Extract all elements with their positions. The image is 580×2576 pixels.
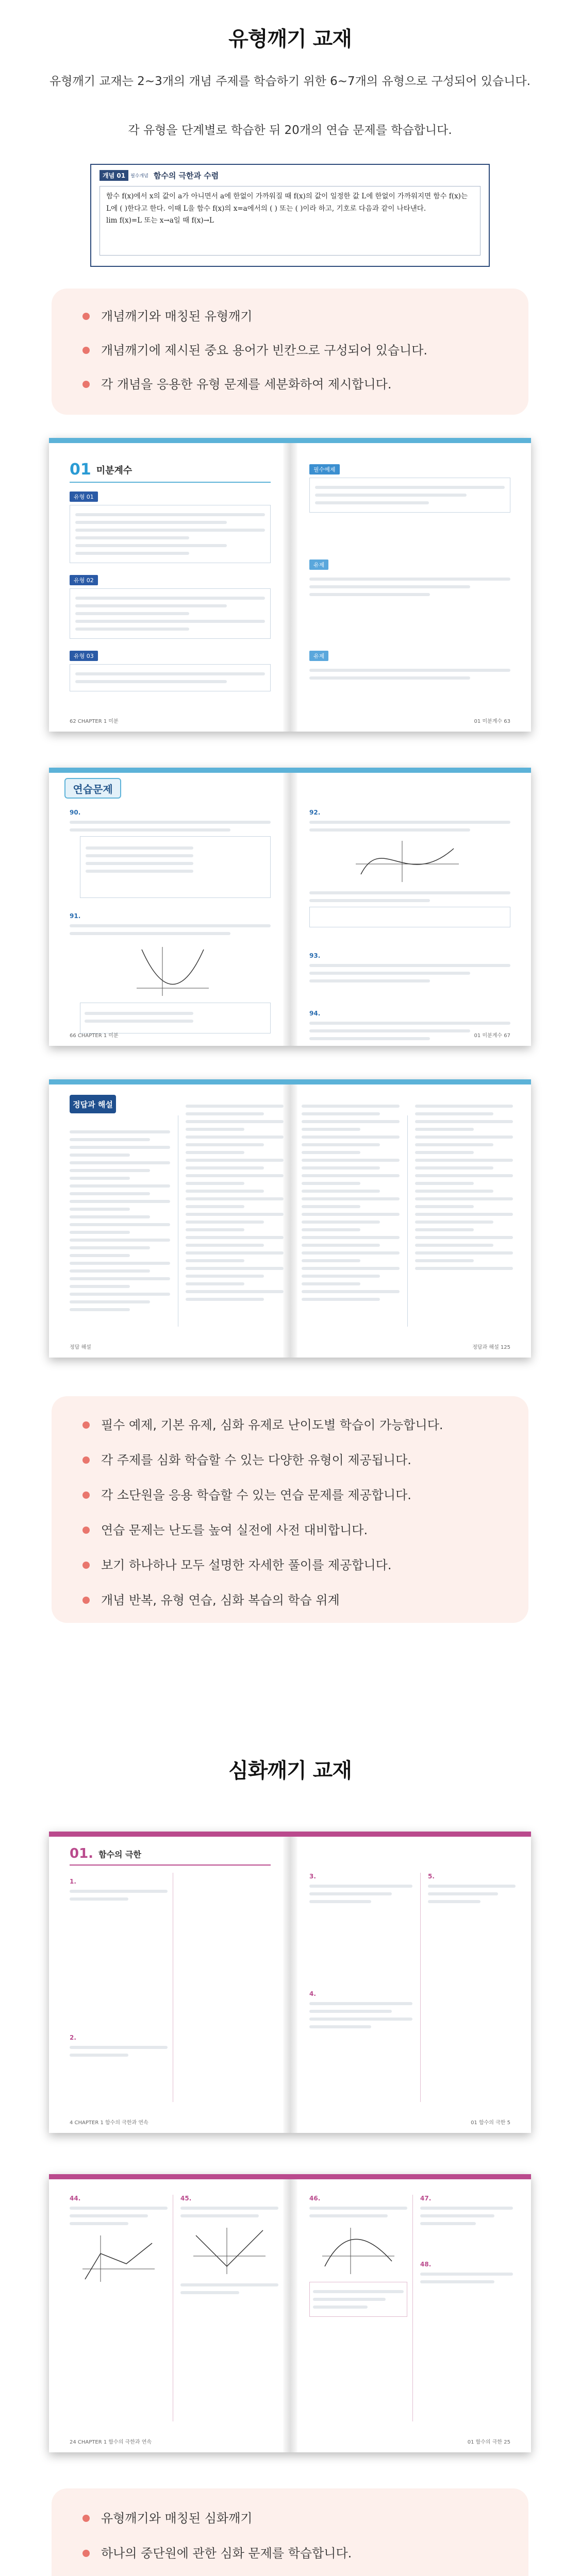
function-graph bbox=[80, 2233, 157, 2284]
bullet-dot bbox=[82, 1562, 90, 1569]
unit-number: 01. bbox=[70, 1846, 94, 1861]
question-number: 46. bbox=[309, 2195, 321, 2202]
page-footer-right: 01 미분계수 67 bbox=[474, 1033, 510, 1039]
concept-heading: 함수의 극한과 수렴 bbox=[153, 171, 219, 180]
page-footer-right: 01 미분계수 63 bbox=[474, 719, 510, 724]
concept-body: 함수 f(x)에서 x의 값이 a가 아니면서 a에 한없이 가까워질 때 f(x)의 값이 일정한 값 L에 한없이 가까워지면 함수 f(x)는 L에 ( )한다고 한다. 이때 L을 함수 f(x)의 x=a에서의 ( ) 또는 ( )이라 하고, 기호로 다음과 같이 나타낸다. lim f(x)=L 또는 x→a일 때 f(x)→L bbox=[100, 186, 480, 256]
book-spread-answers bbox=[49, 1079, 531, 1358]
type-label: 유형 02 bbox=[70, 575, 98, 585]
bullet-dot bbox=[82, 381, 90, 388]
column-divider bbox=[412, 2195, 413, 2421]
type-label: 유형 01 bbox=[70, 492, 98, 502]
column-divider bbox=[420, 1873, 421, 2102]
question-number: 4. bbox=[309, 1990, 316, 1997]
type-label: 유형 03 bbox=[70, 651, 98, 661]
unit-title: 미분계수 bbox=[96, 465, 132, 476]
bullet-dot bbox=[82, 1456, 90, 1464]
answers-title: 정답과 해설 bbox=[73, 1099, 113, 1109]
feature-item: 연습 문제는 난도를 높여 실전에 사전 대비합니다. bbox=[82, 1524, 498, 1536]
question-number: 3. bbox=[309, 1873, 316, 1880]
practice-title: 연습문제 bbox=[73, 783, 113, 795]
concept-formula: lim f(x)=L 또는 x→a일 때 f(x)→L bbox=[106, 216, 214, 225]
feature-item: 각 개념을 응용한 유형 문제를 세분화하여 제시합니다. bbox=[82, 378, 498, 391]
feature-item: 하나의 중단원에 관한 심화 문제를 학습합니다. bbox=[82, 2547, 498, 2560]
question-number: 45. bbox=[180, 2195, 192, 2202]
intro-line-1: 유형깨기 교재는 2~3개의 개념 주제를 학습하기 위한 6~7개의 유형으로 구성되어 있습니다. bbox=[49, 75, 531, 88]
bullet-dot bbox=[82, 1492, 90, 1499]
feature-item: 필수 예제, 기본 유제, 심화 유제로 난이도별 학습이 가능합니다. bbox=[82, 1419, 498, 1431]
bullet-dot bbox=[82, 347, 90, 354]
unit-title: 함수의 극한 bbox=[98, 1849, 141, 1859]
question-number: 47. bbox=[420, 2195, 432, 2202]
book-spread-practice bbox=[49, 768, 531, 1046]
feature-item: 개념깨기와 매칭된 유형깨기 bbox=[82, 310, 498, 323]
page-footer-right: 01 함수의 극한 25 bbox=[467, 2439, 510, 2445]
intro-line-2: 각 유형을 단계별로 학습한 뒤 20개의 연습 문제를 학습합니다. bbox=[128, 124, 452, 137]
page-footer-left: 24 CHAPTER 1 함수의 극한과 연속 bbox=[70, 2439, 152, 2445]
book-spine bbox=[283, 443, 297, 732]
page-footer-right: 01 함수의 극한 5 bbox=[471, 2120, 510, 2126]
bullet-dot bbox=[82, 1421, 90, 1429]
feature-list-1 bbox=[52, 289, 528, 415]
book-spine bbox=[283, 1837, 297, 2133]
bullet-dot bbox=[82, 2515, 90, 2522]
book-spread-concept bbox=[49, 438, 531, 732]
feature-item: 보기 하나하나 모두 설명한 자세한 풀이를 제공합니다. bbox=[82, 1559, 498, 1571]
function-graph bbox=[320, 2225, 397, 2277]
question-number: 5. bbox=[428, 1873, 435, 1880]
question-number: 93. bbox=[309, 952, 321, 959]
book-spread-advanced-1 bbox=[49, 1832, 531, 2133]
page-footer-right: 정답과 해설 125 bbox=[472, 1345, 510, 1350]
question-number: 91. bbox=[70, 912, 81, 920]
question-number: 44. bbox=[70, 2195, 81, 2202]
page-footer-left: 정답 해설 bbox=[70, 1345, 91, 1350]
concept-tag: 개념 01 bbox=[100, 170, 128, 181]
page-footer-left: 4 CHAPTER 1 함수의 극한과 연속 bbox=[70, 2120, 148, 2126]
book-spine bbox=[283, 2179, 297, 2452]
feature-list-3 bbox=[52, 2488, 528, 2576]
book-spine bbox=[283, 1084, 297, 1358]
concept-sample-box bbox=[90, 164, 490, 267]
feature-item: 개념깨기에 제시된 중요 용어가 빈칸으로 구성되어 있습니다. bbox=[82, 344, 498, 357]
feature-list-2 bbox=[52, 1396, 528, 1623]
question-number: 94. bbox=[309, 1010, 321, 1017]
curve-graph bbox=[351, 838, 464, 885]
feature-item: 개념 반복, 유형 연습, 심화 복습의 학습 위계 bbox=[82, 1594, 498, 1606]
right-tag: 필수예제 bbox=[309, 464, 340, 474]
question-number: 1. bbox=[70, 1878, 76, 1885]
question-number: 48. bbox=[420, 2261, 432, 2268]
feature-item: 각 소단원을 응용 학습할 수 있는 연습 문제를 제공합니다. bbox=[82, 1489, 498, 1501]
question-number: 92. bbox=[309, 809, 321, 816]
feature-item: 각 주제를 심화 학습할 수 있는 다양한 유형이 제공됩니다. bbox=[82, 1454, 498, 1466]
right-tag: 유제 bbox=[309, 560, 328, 570]
page-footer-left: 62 CHAPTER 1 미분 bbox=[70, 719, 119, 724]
bullet-dot bbox=[82, 1597, 90, 1604]
right-tag: 유제 bbox=[309, 651, 328, 661]
section-title: 유형깨기 교재 bbox=[228, 27, 352, 51]
column-divider bbox=[407, 1115, 408, 1327]
feature-item: 유형깨기와 매칭된 심화깨기 bbox=[82, 2512, 498, 2524]
book-spine bbox=[283, 773, 297, 1046]
page-footer-left: 66 CHAPTER 1 미분 bbox=[70, 1033, 119, 1039]
function-graph bbox=[191, 2225, 268, 2277]
question-number: 90. bbox=[70, 809, 81, 816]
parabola-graph bbox=[131, 942, 214, 998]
concept-tag-sub: 필수개념 bbox=[130, 174, 148, 179]
book-spread-advanced-2 bbox=[49, 2174, 531, 2452]
bullet-dot bbox=[82, 313, 90, 320]
question-number: 2. bbox=[70, 2034, 76, 2041]
bullet-dot bbox=[82, 1527, 90, 1534]
unit-number: 01 bbox=[70, 461, 91, 479]
bullet-dot bbox=[82, 2550, 90, 2557]
section-title-2: 심화깨기 교재 bbox=[228, 1759, 352, 1783]
